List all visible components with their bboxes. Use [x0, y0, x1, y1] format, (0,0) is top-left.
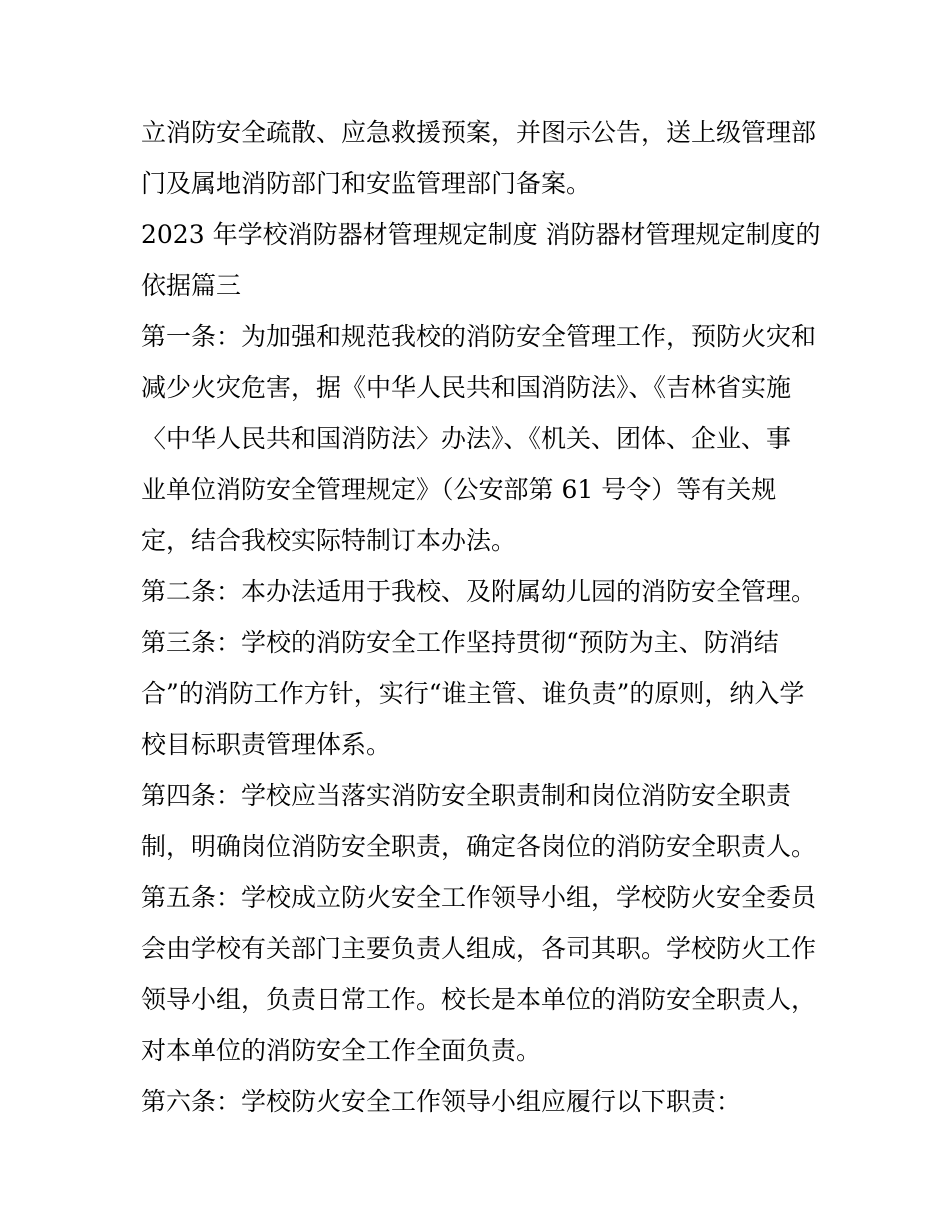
article-4: 第四条：学校应当落实消防安全职责制和岗位消防安全职责	[141, 781, 792, 810]
text-line: 制，明确岗位消防安全职责，确定各岗位的消防安全职责人。	[141, 832, 817, 861]
document-body	[141, 107, 821, 1127]
text-line: 会由学校有关部门主要负责人组成，各司其职。学校防火工作	[141, 934, 817, 963]
section-heading: 2023 年学校消防器材管理规定制度 消防器材管理规定制度的	[141, 220, 821, 249]
text-line: 立消防安全疏散、应急救援预案，并图示公告，送上级管理部	[141, 118, 817, 147]
text-line: 领导小组，负责日常工作。校长是本单位的消防安全职责人，	[141, 985, 817, 1014]
text-line: 校目标职责管理体系。	[141, 730, 392, 759]
text-line: 门及属地消防部门和安监管理部门备案。	[141, 169, 592, 198]
text-line: 减少火灾危害，据《中华人民共和国消防法》、《吉林省实施	[141, 373, 792, 402]
text-line: 业单位消防安全管理规定》（公安部第 61 号令）等有关规	[141, 475, 777, 504]
article-5: 第五条：学校成立防火安全工作领导小组，学校防火安全委员	[141, 883, 817, 912]
text-line: 〈中华人民共和国消防法〉办法》、《机关、团体、企业、事	[141, 424, 792, 453]
text-line: 对本单位的消防安全工作全面负责。	[141, 1036, 542, 1065]
article-1: 第一条：为加强和规范我校的消防安全管理工作，预防火灾和	[141, 322, 817, 351]
text-line: 合”的消防工作方针，实行“谁主管、谁负责”的原则，纳入学	[141, 679, 805, 708]
article-6: 第六条：学校防火安全工作领导小组应履行以下职责：	[141, 1087, 742, 1116]
article-2: 第二条：本办法适用于我校、及附属幼儿园的消防安全管理。	[141, 577, 817, 606]
section-heading: 依据篇三	[141, 271, 242, 300]
article-3: 第三条：学校的消防安全工作坚持贯彻“预防为主、防消结	[141, 628, 779, 657]
text-line: 定，结合我校实际特制订本办法。	[141, 526, 517, 555]
